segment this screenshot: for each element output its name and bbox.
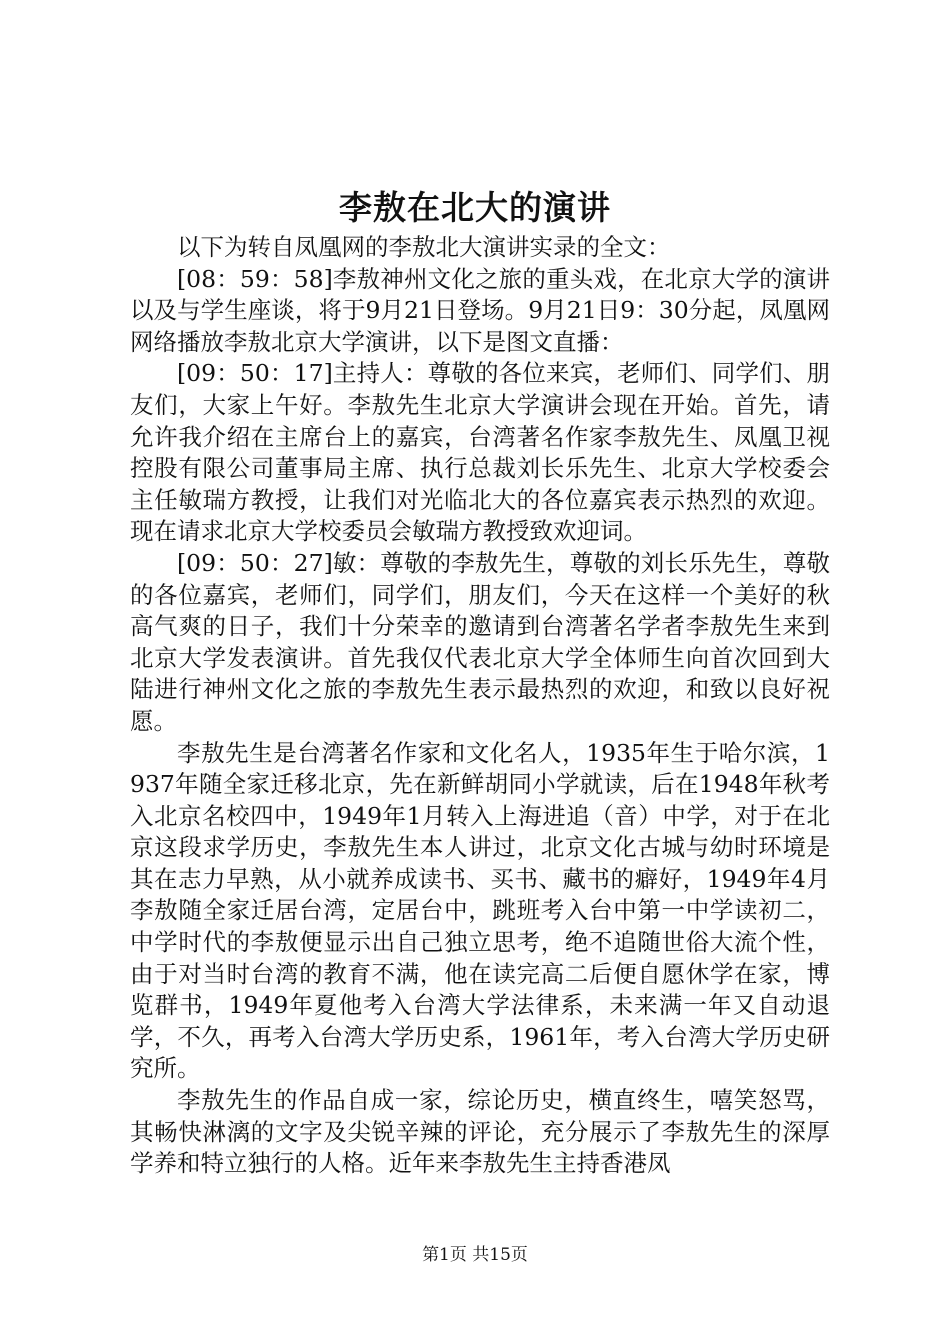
page-number-footer: 第1页 共15页 <box>422 1245 528 1265</box>
document-title: 李敖在北大的演讲 <box>339 188 611 227</box>
paragraph-biography: 李敖先生是台湾著名作家和文化名人，1935年生于哈尔滨，1937年随全家迁移北京，先在新鲜胡同小学就读，后在1948年秋考入北京名校四中，1949年1月转入上海进追（音）中学，对于在北京这段求学历史，李敖先生本人讲过，北京文化古城与幼时环境是其在志力早熟，从小就养成读书、买书、藏书的癖好，1949年4月李敖随全家迁居台湾，定居台中，跳班考入台中第一中学读初二，中学时代的李敖便显示出自己独立思考，绝不追随世俗大流个性，由于对当时台湾的教育不满，他在读完高二后便自愿休学在家，博览群书，1949年夏他考入台湾大学法律系，未来满一年又自动退学，不久，再考入台湾大学历史系，1961年，考入台湾大学历史研究所。 <box>130 738 830 1083</box>
paragraph-welcome-speech: [09：50：27]敏：尊敬的李敖先生，尊敬的刘长乐先生，尊敬的各位嘉宾，老师们，同学们，朋友们，今天在这样一个美好的秋高气爽的日子，我们十分荣幸的邀请到台湾著名学者李敖先生来到北京大学发表演讲。首先我仅代表北京大学全体师生向首次回到大陆进行神州文化之旅的李敖先生表示最热烈的欢迎，和致以良好祝愿。 <box>130 548 830 735</box>
paragraph-schedule: [08：59：58]李敖神州文化之旅的重头戏，在北京大学的演讲以及与学生座谈，将于9月21日登场。9月21日9：30分起，凤凰网网络播放李敖北京大学演讲，以下是图文直播： <box>130 264 830 356</box>
paragraph-works: 李敖先生的作品自成一家，综论历史，横直终生，嘻笑怒骂，其畅快淋漓的文字及尖锐辛辣的评论，充分展示了李敖先生的深厚学养和特立独行的人格。近年来李敖先生主持香港凤 <box>130 1086 830 1178</box>
paragraph-intro: 以下为转自凤凰网的李敖北大演讲实录的全文： <box>177 233 671 261</box>
document-body <box>130 232 830 1180</box>
paragraph-host-opening: [09：50：17]主持人：尊敬的各位来宾，老师们、同学们、朋友们，大家上午好。李敖先生北京大学演讲会现在开始。首先，请允许我介绍在主席台上的嘉宾，台湾著名作家李敖先生、凤凰卫视控股有限公司董事局主席、执行总裁刘长乐先生、北京大学校委会主任敏瑞方教授，让我们对光临北大的各位嘉宾表示热烈的欢迎。现在请求北京大学校委员会敏瑞方教授致欢迎词。 <box>130 359 830 546</box>
